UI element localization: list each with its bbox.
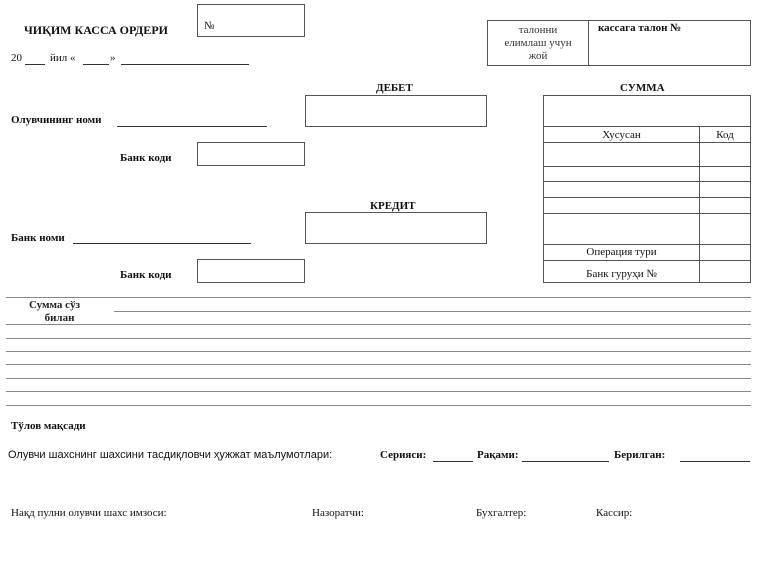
- id-series-label: Серияси:: [380, 449, 427, 461]
- accountant-signature-label: Бухгалтер:: [476, 507, 527, 519]
- debit-field[interactable]: [305, 95, 487, 127]
- summa-row-divider: [544, 181, 750, 182]
- order-number-field[interactable]: [197, 4, 305, 37]
- amount-words-label-line-1: Сумма сўз: [29, 299, 80, 311]
- date-month-input[interactable]: [121, 64, 249, 65]
- form-title: ЧИҚИМ КАССА ОРДЕРИ: [24, 23, 168, 37]
- id-number-label: Рақами:: [477, 449, 519, 461]
- recipient-bank-code-field[interactable]: [197, 142, 305, 166]
- cashier-signature-label: Кассир:: [596, 507, 633, 519]
- summa-row-divider: [544, 166, 750, 167]
- summa-row-divider: [544, 197, 750, 198]
- bank-code-field[interactable]: [197, 259, 305, 283]
- amount-words-input[interactable]: [114, 311, 751, 312]
- talon-stub-line-2: елимлаш учун: [504, 37, 572, 49]
- ruled-line[interactable]: [6, 338, 751, 339]
- bank-name-label: Банк номи: [11, 232, 65, 244]
- payment-purpose-label: Тўлов мақсади: [11, 420, 86, 432]
- bank-code-label: Банк коди: [120, 269, 172, 281]
- order-number-label: №: [204, 20, 215, 32]
- summa-table: [543, 95, 751, 283]
- talon-stub-area: [488, 21, 589, 65]
- date-year-prefix: 20: [11, 52, 22, 64]
- summa-col-kod: Код: [716, 129, 734, 141]
- summa-row-divider: [544, 142, 750, 143]
- talon-stub-line-3: жой: [528, 50, 548, 62]
- recipient-name-label: Олувчининг номи: [11, 114, 102, 126]
- cash-ticket-label: кассага талон №: [598, 22, 682, 34]
- id-issued-input[interactable]: [680, 461, 750, 462]
- id-number-input[interactable]: [522, 461, 609, 462]
- talon-stub-line-1: талонни: [518, 24, 558, 36]
- summa-total-field[interactable]: [544, 96, 750, 126]
- date-year-input[interactable]: [25, 64, 45, 65]
- ruled-line[interactable]: [6, 378, 751, 379]
- date-day-input[interactable]: [83, 64, 109, 65]
- controller-signature-label: Назоратчи:: [312, 507, 364, 519]
- amount-words-label-line-2: билан: [44, 312, 75, 324]
- date-year-suffix: йил «: [50, 52, 76, 64]
- operation-type-label: Операция тури: [586, 246, 657, 258]
- credit-field[interactable]: [305, 212, 487, 244]
- summa-row-divider: [544, 126, 750, 127]
- id-document-label: Олувчи шахснинг шахсини тасдиқловчи ҳужжат маълумотлари:: [8, 449, 333, 461]
- summa-row-divider: [544, 213, 750, 214]
- talon-box: [487, 20, 751, 66]
- amount-words-label: [29, 299, 80, 325]
- ruled-line[interactable]: [6, 405, 751, 406]
- bank-name-input[interactable]: [73, 243, 251, 244]
- summa-row-divider: [544, 244, 750, 245]
- id-series-input[interactable]: [433, 461, 473, 462]
- recipient-bank-code-label: Банк коди: [120, 152, 172, 164]
- id-issued-label: Берилган:: [614, 449, 666, 461]
- ruled-line[interactable]: [6, 364, 751, 365]
- ruled-line[interactable]: [6, 391, 751, 392]
- summa-column-divider: [699, 127, 700, 282]
- date-close-quote: »: [110, 52, 116, 64]
- bank-group-label: Банк гуруҳи №: [586, 268, 657, 280]
- recipient-name-input[interactable]: [117, 126, 267, 127]
- recipient-signature-label: Нақд пулни олувчи шахс имзоси:: [11, 507, 167, 519]
- summa-title: СУММА: [620, 82, 665, 94]
- summa-row-divider: [544, 260, 750, 261]
- ruled-line[interactable]: [6, 351, 751, 352]
- ruled-line[interactable]: [6, 324, 751, 325]
- credit-title: КРЕДИТ: [370, 200, 416, 212]
- summa-col-husus: Хусусан: [602, 129, 641, 141]
- ruled-line: [6, 297, 751, 298]
- debit-title: ДЕБЕТ: [376, 82, 413, 94]
